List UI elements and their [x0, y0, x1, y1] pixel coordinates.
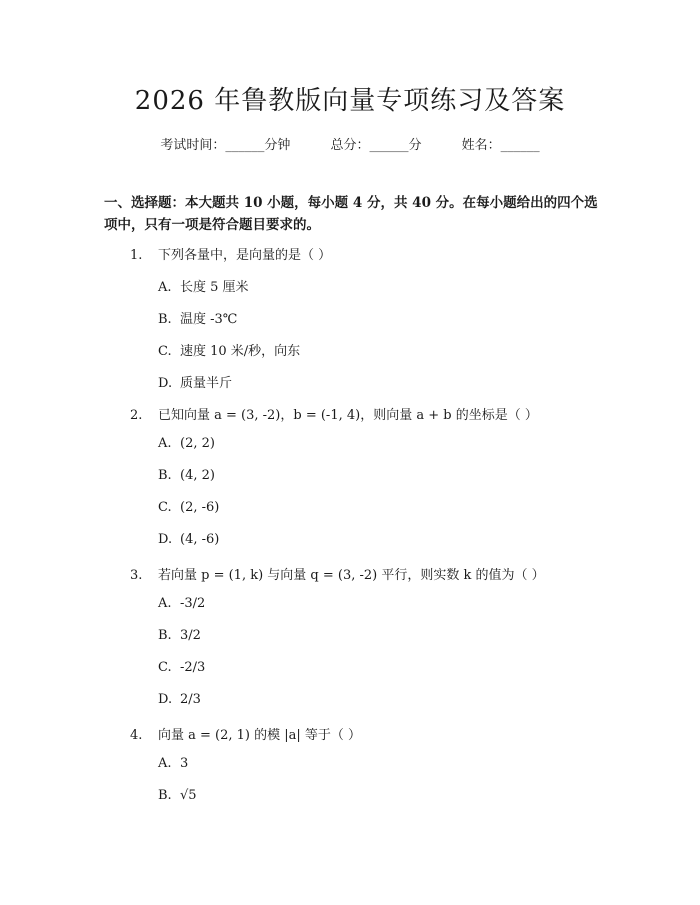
option-1b [158, 308, 237, 327]
question-3 [130, 564, 545, 583]
option-text: √5 [180, 788, 197, 803]
option-text: 3/2 [180, 628, 201, 643]
option-letter: A. [158, 436, 172, 451]
option-text: (2, -6) [180, 500, 220, 515]
option-letter: B. [158, 468, 172, 483]
option-letter: C. [158, 660, 172, 675]
option-text: (2, 2) [180, 436, 215, 451]
question-2 [130, 404, 538, 423]
option-text: -2/3 [180, 660, 206, 675]
question-text: 下列各量中，是向量的是（ ） [158, 248, 332, 263]
option-letter: A. [158, 280, 172, 295]
option-1d [158, 372, 232, 391]
option-text: (4, -6) [180, 532, 220, 547]
option-text: 长度 5 厘米 [180, 280, 249, 295]
option-2d [158, 532, 219, 547]
page-title: 2026 年鲁教版向量专项练习及答案 [134, 86, 566, 116]
option-letter: A. [158, 596, 172, 611]
option-letter: C. [158, 344, 172, 359]
option-text: 速度 10 米/秒，向东 [180, 344, 301, 359]
question-text: 已知向量 a = (3, -2)，b = (-1, 4)，则向量 a + b 的坐标是（ ） [158, 408, 538, 423]
question-number: 1. [130, 248, 143, 263]
section-heading: 一、选择题：本大题共 10 小题，每小题 4 分，共 40 分。在每小题给出的四个选项中，只有一项是符合题目要求的。 [104, 195, 598, 233]
option-text: 质量半斤 [180, 376, 233, 391]
option-letter: C. [158, 500, 172, 515]
option-4b [158, 788, 197, 803]
option-text: 3 [180, 756, 189, 771]
option-letter: A. [158, 756, 172, 771]
question-text: 向量 a = (2, 1) 的模 |a| 等于（ ） [158, 728, 362, 743]
question-number: 2. [130, 408, 143, 423]
option-4a [158, 756, 188, 771]
option-2a [158, 436, 215, 451]
question-1 [130, 244, 331, 263]
option-3c [158, 660, 205, 675]
option-2b [158, 468, 215, 483]
question-text: 若向量 p = (1, k) 与向量 q = (3, -2) 平行，则实数 k 的值为（ ） [158, 568, 545, 583]
question-number: 3. [130, 568, 143, 583]
total-score-field: 总分：______分 [330, 138, 422, 153]
exam-info [0, 134, 700, 153]
option-letter: B. [158, 628, 172, 643]
option-2c [158, 500, 219, 515]
student-name-field: 姓名：______ [461, 138, 540, 153]
option-letter: B. [158, 788, 172, 803]
option-3b [158, 628, 201, 643]
exam-time-field: 考试时间：______分钟 [160, 138, 291, 153]
option-text: -3/2 [180, 596, 206, 611]
option-letter: B. [158, 312, 172, 327]
option-text: (4, 2) [180, 468, 215, 483]
option-letter: D. [158, 692, 173, 707]
option-letter: D. [158, 532, 173, 547]
option-3a [158, 596, 205, 611]
option-text: 2/3 [180, 692, 201, 707]
option-1c [158, 340, 300, 359]
option-text: 温度 -3℃ [180, 312, 238, 327]
question-4 [130, 724, 361, 743]
option-3d [158, 692, 201, 707]
option-1a [158, 276, 249, 295]
question-number: 4. [130, 728, 143, 743]
option-letter: D. [158, 376, 173, 391]
